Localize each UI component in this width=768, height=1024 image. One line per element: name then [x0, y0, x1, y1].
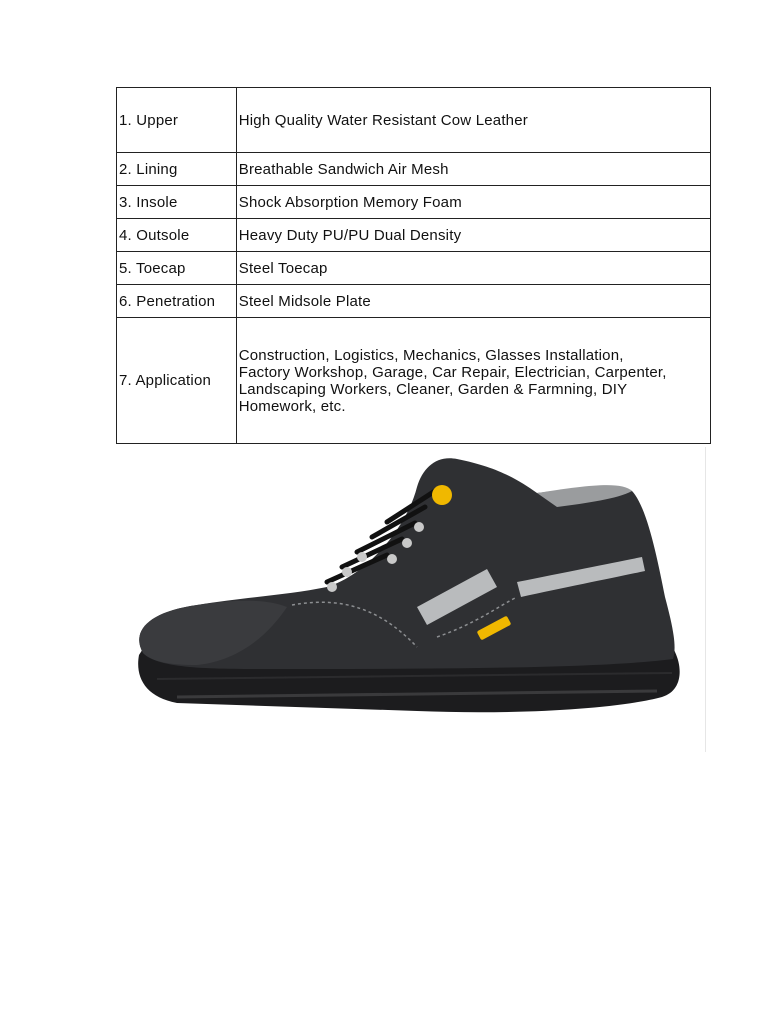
boot-brand-badge — [432, 485, 452, 505]
spec-label: 1. Upper — [117, 88, 237, 153]
spec-row-upper — [117, 88, 711, 153]
spec-row-application — [117, 318, 711, 444]
spec-table — [116, 87, 711, 444]
spec-label: 5. Toecap — [117, 252, 237, 285]
spec-label: 6. Penetration — [117, 285, 237, 318]
spec-value: Heavy Duty PU/PU Dual Density — [236, 219, 710, 252]
spec-row-toecap — [117, 252, 711, 285]
spec-value: Steel Midsole Plate — [236, 285, 710, 318]
application-line: Landscaping Workers, Cleaner, Garden & Farmning, DIY — [238, 381, 628, 398]
application-line: Construction, Logistics, Mechanics, Glasses Installation, — [238, 347, 624, 364]
spec-row-outsole — [117, 219, 711, 252]
spec-row-penetration — [117, 285, 711, 318]
spec-value: Shock Absorption Memory Foam — [236, 186, 710, 219]
spec-value: Steel Toecap — [236, 252, 710, 285]
application-line: Homework, etc. — [238, 398, 346, 415]
spec-label: 2. Lining — [117, 153, 237, 186]
spec-label: 3. Insole — [117, 186, 237, 219]
spec-value: Breathable Sandwich Air Mesh — [236, 153, 710, 186]
spec-row-insole — [117, 186, 711, 219]
spec-label: 4. Outsole — [117, 219, 237, 252]
spec-label: 7. Application — [117, 318, 237, 444]
safety-boot-image — [117, 447, 707, 752]
spec-value — [236, 318, 710, 444]
spec-row-lining — [117, 153, 711, 186]
spec-value: High Quality Water Resistant Cow Leather — [236, 88, 710, 153]
application-line: Factory Workshop, Garage, Car Repair, Electrician, Carpenter, — [238, 364, 667, 381]
